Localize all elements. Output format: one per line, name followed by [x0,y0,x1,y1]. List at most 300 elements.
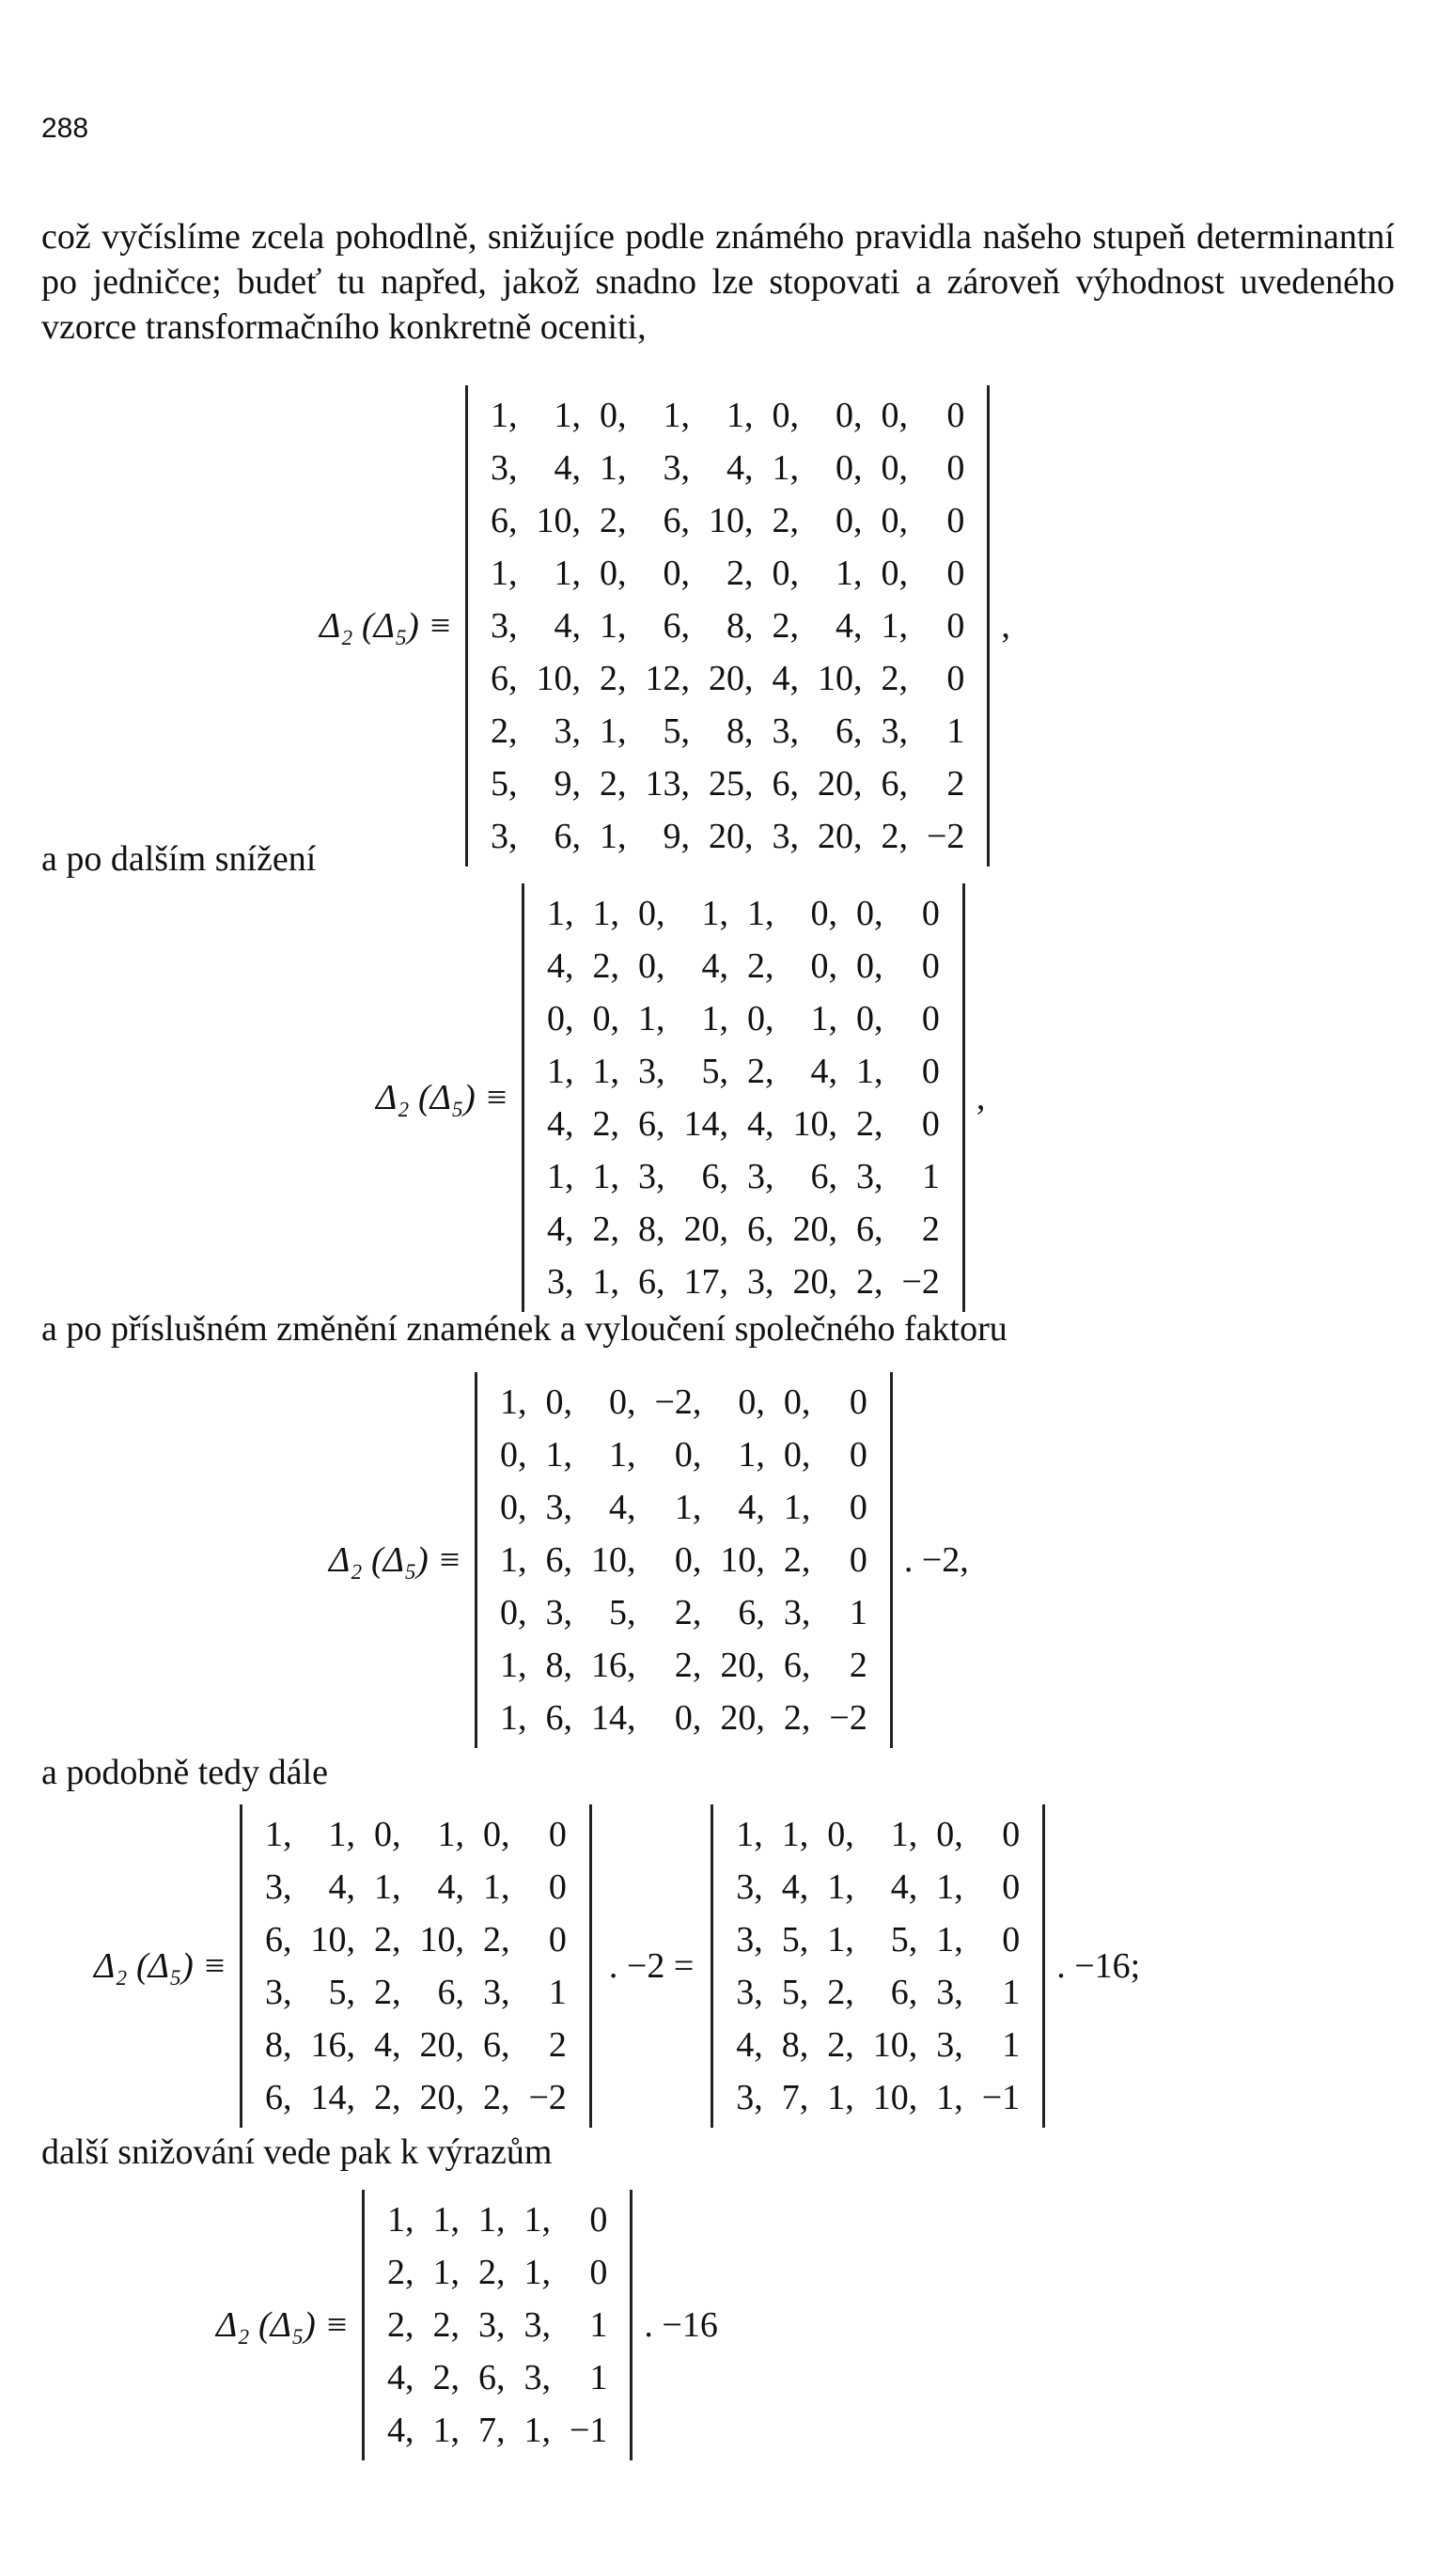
matrix-cell: 3, [546,1262,574,1302]
matrix-row [491,1376,877,1429]
matrix-cell: 1, [890,1815,918,1854]
equation-suffix: . −2, [903,1540,969,1580]
matrix-cell: 2, [674,1593,702,1632]
matrix-cell: 0, [772,554,799,593]
matrix-cell: 1, [781,1815,809,1854]
matrix-cell: 2, [599,764,627,804]
matrix-row [256,1808,576,1861]
matrix-cell: 10, [536,501,581,540]
matrix-cell: 0, [835,396,863,435]
matrix-cell: 0 [1002,1815,1021,1854]
matrix-cell: 2 [548,2025,567,2065]
matrix-row [491,1639,877,1692]
matrix-cell: 6, [772,764,799,804]
matrix-cell: 1, [827,1920,854,1959]
matrix-row [378,2246,617,2299]
matrix-cell: 9, [663,817,690,856]
matrix-cell: 6, [783,1646,811,1685]
matrix-cell: 10, [872,2078,918,2117]
matrix-cell: 8, [781,2025,809,2065]
matrix-cell: 0, [499,1488,527,1527]
matrix-cell: 1, [608,1435,636,1475]
matrix-cell: 20, [708,817,754,856]
matrix-cell: 1, [554,554,581,593]
determinant [522,883,965,1312]
matrix-cell: 6, [490,659,518,698]
matrix-cell: 0 [921,946,940,986]
equation-middle: . −2 = [608,1946,695,1986]
matrix-cell: 6, [663,606,690,646]
determinant-matrix [481,389,974,863]
matrix-cell: −2 [528,2078,567,2117]
matrix-cell: 0, [936,1815,963,1854]
matrix-cell: 0 [589,2253,608,2292]
matrix-cell: 6, [881,764,908,804]
matrix-cell: 1, [936,1920,963,1959]
matrix-cell: 0, [499,1435,527,1475]
matrix-cell: 10, [872,2025,918,2065]
matrix-cell: 16, [310,2025,355,2065]
matrix-cell: 1, [772,448,799,488]
matrix-cell: 1, [490,396,518,435]
matrix-cell: 10, [310,1920,355,1959]
matrix-cell: 1, [386,2200,414,2240]
matrix-cell: 2 [921,1210,940,1249]
matrix-cell: 3, [523,2358,551,2397]
matrix-cell: 13, [645,764,690,804]
matrix-cell: 1, [482,1867,510,1907]
matrix-cell: 1, [637,999,665,1038]
matrix-cell: 3, [746,1262,774,1302]
matrix-row [256,1861,576,1913]
matrix-cell: 1, [432,2200,460,2240]
matrix-cell: 3, [490,606,518,646]
matrix-cell: 0, [810,894,837,933]
matrix-cell: 1, [663,396,690,435]
matrix-cell: 1, [810,999,837,1038]
matrix-row [726,2019,1029,2071]
matrix-cell: 20, [817,817,863,856]
matrix-row [256,2071,576,2124]
matrix-cell: 1 [921,1157,940,1196]
equation-4 [94,1804,1140,2128]
matrix-cell: 8, [726,711,754,751]
matrix-cell: 0, [881,448,908,488]
matrix-cell: 10, [536,659,581,698]
equation-1 [320,385,1010,866]
matrix-cell: 0, [881,396,908,435]
matrix-cell: 1, [523,2200,551,2240]
matrix-cell: 4, [746,1104,774,1144]
matrix-cell: 6, [810,1157,837,1196]
equation-lhs: Δ₂ (Δ₅) ≡ [329,1540,461,1580]
matrix-cell: 4, [810,1052,837,1091]
matrix-cell: 1, [726,396,754,435]
equation-suffix: . −16; [1056,1946,1141,1986]
matrix-cell: 0 [1002,1867,1021,1907]
matrix-cell: 10, [720,1540,765,1580]
matrix-cell: 1, [592,1052,619,1091]
matrix-cell: 1, [592,1157,619,1196]
matrix-cell: 0, [855,946,883,986]
matrix-cell: 0, [373,1815,401,1854]
matrix-cell: 2, [726,554,754,593]
matrix-cell: 1, [936,1867,963,1907]
matrix-cell: 9, [554,764,581,804]
matrix-cell: 1, [499,1382,527,1422]
matrix-cell: 10, [419,1920,464,1959]
matrix-cell: 6, [545,1698,572,1738]
matrix-row [538,940,949,992]
matrix-cell: 2, [477,2253,506,2292]
matrix-cell: 20, [683,1210,728,1249]
matrix-row [256,2019,576,2071]
matrix-cell: 2, [599,501,627,540]
matrix-cell: 1, [599,448,627,488]
matrix-cell: 5, [328,1973,355,2012]
matrix-cell: 6, [482,2025,510,2065]
matrix-row [491,1481,877,1534]
matrix-cell: 2, [373,1920,401,1959]
matrix-cell: 1, [437,1815,464,1854]
matrix-cell: 0, [545,1382,572,1422]
matrix-cell: 1, [499,1540,527,1580]
equation-lhs: Δ₂ (Δ₅) ≡ [320,606,452,646]
matrix-cell: 3, [936,1973,963,2012]
matrix-cell: 14, [683,1104,728,1144]
determinant-left [240,1804,592,2128]
matrix-cell: 0 [946,396,965,435]
matrix-cell: 3, [881,711,908,751]
matrix-cell: 5, [781,1920,809,1959]
matrix-cell: 3, [264,1973,292,2012]
matrix-cell: 3, [736,2078,763,2117]
matrix-cell: 0, [599,554,627,593]
paragraph-2: a po dalším snížení [41,839,317,879]
matrix-cell: 0 [849,1488,867,1527]
determinant-matrix [538,887,949,1308]
matrix-cell: 1, [701,999,728,1038]
matrix-cell: 3, [264,1867,292,1907]
matrix-cell: 3, [746,1157,774,1196]
matrix-cell: 6, [746,1210,774,1249]
matrix-cell: 4, [554,448,581,488]
matrix-cell: 6, [264,1920,292,1959]
matrix-cell: 2, [827,2025,854,2065]
matrix-cell: 2, [855,1262,883,1302]
matrix-cell: 3, [554,711,581,751]
matrix-cell: 6, [637,1104,665,1144]
matrix-cell: 3, [783,1593,811,1632]
matrix-cell: 1, [432,2411,460,2450]
matrix-cell: 3, [736,1867,763,1907]
matrix-row [378,2299,617,2351]
matrix-cell: 0, [599,396,627,435]
matrix-cell: 4, [546,946,574,986]
matrix-cell: 2, [386,2305,414,2345]
matrix-cell: 2, [772,606,799,646]
matrix-row [378,2404,617,2457]
matrix-cell: 2, [482,1920,510,1959]
matrix-cell: 7, [477,2411,506,2450]
matrix-cell: 0 [946,554,965,593]
matrix-cell: 5, [490,764,518,804]
matrix-cell: 10, [708,501,754,540]
matrix-cell: 0 [849,1382,867,1422]
matrix-cell: 3, [545,1488,572,1527]
matrix-cell: 0 [548,1920,567,1959]
matrix-row [378,2194,617,2246]
page-number: 288 [41,113,89,144]
matrix-cell: 2 [946,764,965,804]
matrix-cell: 1, [523,2253,551,2292]
matrix-cell: 3, [477,2305,506,2345]
matrix-cell: 2 [849,1646,867,1685]
matrix-cell: 1, [545,1435,572,1475]
matrix-cell: 1, [592,894,619,933]
matrix-cell: 0, [592,999,619,1038]
matrix-cell: 3, [637,1157,665,1196]
equation-suffix: , [1001,606,1010,646]
matrix-cell: 8, [637,1210,665,1249]
matrix-cell: 3, [936,2025,963,2065]
matrix-cell: 1, [499,1698,527,1738]
matrix-cell: 3, [545,1593,572,1632]
matrix-cell: 8, [264,2025,292,2065]
matrix-cell: 6, [855,1210,883,1249]
matrix-cell: 1, [432,2253,460,2292]
matrix-cell: 1, [738,1435,765,1475]
matrix-cell: 2, [772,501,799,540]
matrix-cell: 4, [781,1867,809,1907]
matrix-row [481,600,974,652]
matrix-cell: 4, [437,1867,464,1907]
matrix-cell: 6, [663,501,690,540]
matrix-cell: 4, [736,2025,763,2065]
matrix-cell: 0, [674,1698,702,1738]
matrix-cell: 4, [386,2411,414,2450]
matrix-cell: −2 [926,817,965,856]
matrix-cell: 0, [881,554,908,593]
matrix-row [481,547,974,600]
determinant-matrix [491,1376,877,1744]
matrix-cell: 0, [855,894,883,933]
matrix-cell: 0 [921,999,940,1038]
matrix-cell: 0 [946,448,965,488]
matrix-cell: 1, [855,1052,883,1091]
matrix-cell: −2 [901,1262,940,1302]
matrix-cell: 6, [554,817,581,856]
matrix-row [538,1256,949,1308]
matrix-cell: 8, [726,606,754,646]
determinant-matrix [256,1808,576,2124]
matrix-cell: −1 [981,2078,1021,2117]
matrix-cell: 0, [499,1593,527,1632]
matrix-cell: 6, [490,501,518,540]
matrix-cell: 2, [827,1973,854,2012]
equation-suffix: . −16 [644,2305,718,2345]
matrix-cell: 0 [946,606,965,646]
matrix-cell: 0 [921,894,940,933]
matrix-cell: 14, [590,1698,636,1738]
matrix-cell: 0, [772,396,799,435]
matrix-cell: −1 [569,2411,608,2450]
matrix-cell: 0, [546,999,574,1038]
matrix-cell: 1, [546,1157,574,1196]
matrix-cell: 1, [701,894,728,933]
matrix-cell: 6, [738,1593,765,1632]
matrix-cell: 1 [589,2358,608,2397]
matrix-cell: −2 [829,1698,867,1738]
matrix-row [491,1692,877,1744]
matrix-row [481,389,974,442]
matrix-cell: 4, [890,1867,918,1907]
matrix-cell: 3, [772,817,799,856]
determinant [465,385,990,866]
matrix-cell: 2, [592,946,619,986]
matrix-cell: 4, [772,659,799,698]
equation-suffix: , [976,1078,986,1117]
matrix-row [481,652,974,705]
matrix-cell: 4, [726,448,754,488]
matrix-cell: 0, [881,501,908,540]
matrix-cell: 4, [738,1488,765,1527]
matrix-cell: 0, [738,1382,765,1422]
matrix-cell: 2, [599,659,627,698]
matrix-row [538,1098,949,1150]
matrix-cell: 10, [817,659,863,698]
equation-5 [216,2190,718,2460]
matrix-cell: 0, [835,501,863,540]
matrix-cell: 20, [792,1262,837,1302]
matrix-cell: 10, [590,1540,636,1580]
matrix-cell: 20, [419,2078,464,2117]
matrix-cell: 5, [890,1920,918,1959]
paragraph-3: a po příslušném změnění znamének a vyloučení společného faktoru [41,1309,1007,1349]
matrix-cell: 2, [482,2078,510,2117]
matrix-row [491,1534,877,1586]
matrix-cell: 25, [708,764,754,804]
matrix-cell: 4, [373,2025,401,2065]
matrix-row [491,1586,877,1639]
matrix-cell: 6, [477,2358,506,2397]
matrix-row [256,1913,576,1966]
matrix-row [481,494,974,547]
matrix-row [726,1913,1029,1966]
matrix-row [538,1203,949,1256]
matrix-cell: 1, [736,1815,763,1854]
matrix-row [256,1966,576,2019]
matrix-cell: 5, [608,1593,636,1632]
matrix-cell: 4, [701,946,728,986]
equation-lhs: Δ₂ (Δ₅) ≡ [376,1078,508,1117]
equation-2 [376,883,985,1312]
matrix-cell: 0, [783,1382,811,1422]
paragraph-4: a podobně tedy dále [41,1753,328,1792]
matrix-cell: 0, [783,1435,811,1475]
equation-lhs: Δ₂ (Δ₅) ≡ [94,1946,226,1986]
matrix-cell: 0 [1002,1920,1021,1959]
matrix-cell: 2, [373,1973,401,2012]
matrix-row [726,2071,1029,2124]
matrix-cell: 0, [674,1540,702,1580]
matrix-cell: 7, [781,2078,809,2117]
matrix-cell: 0, [835,448,863,488]
matrix-cell: 2, [746,946,774,986]
matrix-cell: 2, [386,2253,414,2292]
matrix-cell: 20, [720,1698,765,1738]
matrix-cell: 3, [490,448,518,488]
matrix-cell: 2, [674,1646,702,1685]
matrix-row [481,757,974,810]
matrix-cell: 1, [783,1488,811,1527]
matrix-row [726,1966,1029,2019]
matrix-cell: 3, [490,817,518,856]
matrix-row [538,1150,949,1203]
matrix-cell: 0 [921,1104,940,1144]
matrix-cell: 3, [855,1157,883,1196]
matrix-cell: 2, [592,1104,619,1144]
matrix-cell: 1, [546,894,574,933]
matrix-cell: 0, [855,999,883,1038]
matrix-cell: 4, [554,606,581,646]
matrix-cell: 5, [701,1052,728,1091]
determinant-matrix [726,1808,1029,2124]
matrix-cell: 8, [545,1646,572,1685]
matrix-cell: 3, [736,1920,763,1959]
matrix-cell: 0, [482,1815,510,1854]
matrix-cell: 4, [328,1867,355,1907]
matrix-cell: 12, [645,659,690,698]
matrix-cell: 2, [373,2078,401,2117]
paragraph-5: další snižování vede pak k výrazům [41,2132,553,2172]
matrix-cell: 2, [592,1210,619,1249]
matrix-cell: 0, [637,894,665,933]
matrix-cell: 2, [783,1540,811,1580]
matrix-row [538,887,949,940]
matrix-cell: 2, [490,711,518,751]
matrix-row [491,1429,877,1481]
matrix-cell: 1, [599,711,627,751]
matrix-cell: 3, [736,1973,763,2012]
matrix-cell: 0 [589,2200,608,2240]
matrix-cell: 1 [1002,1973,1021,2012]
matrix-cell: 0 [849,1435,867,1475]
matrix-cell: 1, [328,1815,355,1854]
matrix-cell: 2, [746,1052,774,1091]
matrix-cell: 1, [546,1052,574,1091]
matrix-cell: 17, [683,1262,728,1302]
matrix-cell: 0, [663,554,690,593]
matrix-cell: 6, [545,1540,572,1580]
matrix-cell: 2, [855,1104,883,1144]
matrix-row [538,992,949,1045]
matrix-cell: 3, [772,711,799,751]
matrix-row [481,705,974,757]
determinant [362,2190,633,2460]
matrix-row [726,1861,1029,1913]
matrix-cell: 0, [827,1815,854,1854]
matrix-cell: 2, [432,2305,460,2345]
matrix-cell: 1, [674,1488,702,1527]
matrix-cell: 1, [490,554,518,593]
matrix-cell: 1, [835,554,863,593]
matrix-cell: 1 [849,1593,867,1632]
matrix-cell: 0 [921,1052,940,1091]
matrix-cell: 4, [835,606,863,646]
matrix-cell: 6, [637,1262,665,1302]
matrix-row [378,2351,617,2404]
